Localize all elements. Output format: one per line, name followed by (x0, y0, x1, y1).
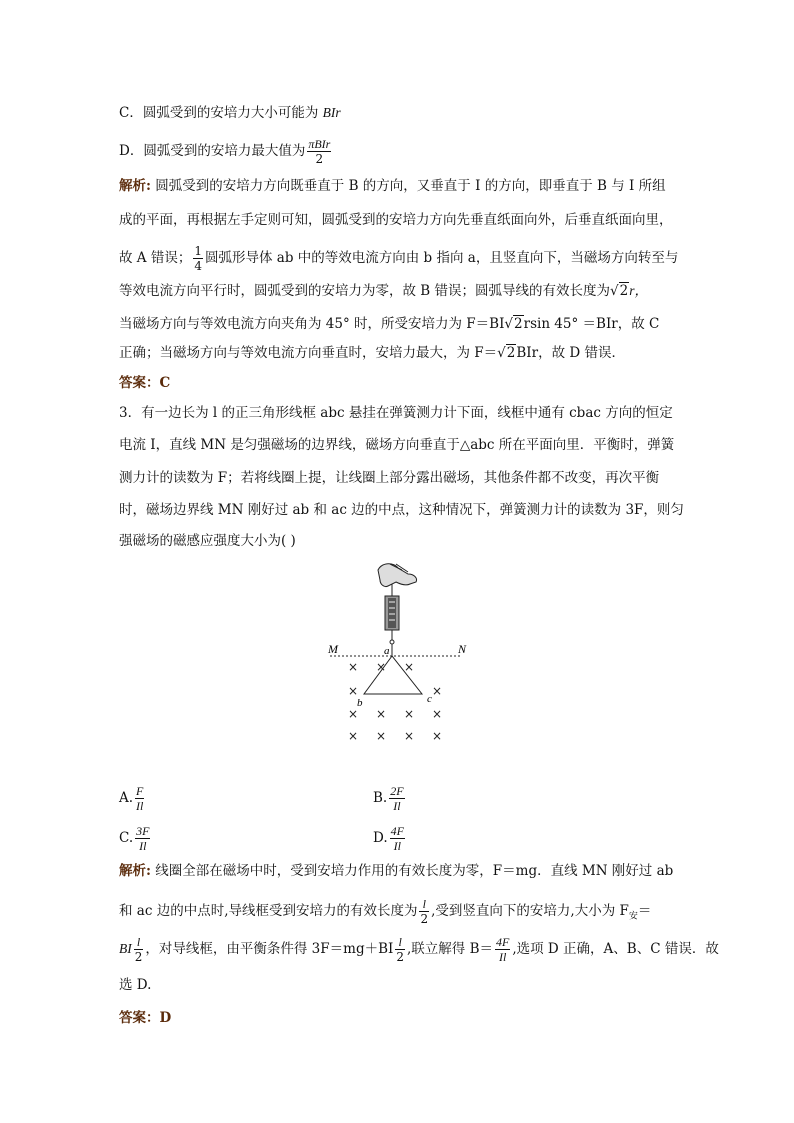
option-c-expr: BIr (322, 105, 341, 120)
q3-line2: 电流 I，直线 MN 是匀强磁场的边界线，磁场方向垂直于△abc 所在平面向里．平衡时，弹簧 (119, 437, 675, 453)
svg-text:×: × (348, 729, 359, 743)
label-a: a (384, 645, 390, 657)
q3-line5: 强磁场的磁感应强度大小为( ) (119, 533, 296, 549)
choice-b[interactable]: B. $\frac{2F}{Il}$ (373, 784, 404, 813)
label-m: M (328, 642, 338, 656)
choice-a[interactable]: A. $\frac{F}{Il}$ (119, 784, 144, 813)
q3-line3: 测力计的读数为 F；若将线圈上提，让线圈上部分露出磁场，其他条件都不改变，再次平衡 (119, 470, 660, 486)
answer1: 答案：C (119, 375, 171, 391)
option-c-text: C．圆弧受到的安培力大小可能为 (119, 105, 323, 121)
svg-text:×: × (404, 660, 415, 674)
sqrt-symbol: √2 (504, 316, 523, 332)
svg-text:×: × (432, 707, 443, 721)
analysis2-line3: BI $\frac{l}{2}$ ，对导线框，由平衡条件得 3F＝mg＋BI $\frac{l}{2}$ ,联立解得 B＝ $\frac{4F}{Il}$ ,选项 D 正确，A、B、C 错误．故 (119, 935, 719, 964)
option-c (119, 103, 341, 123)
svg-text:×: × (376, 707, 387, 721)
sqrt-symbol: √2 (610, 283, 629, 299)
analysis2-line1: 解析: 线圈全部在磁场中时，受到安培力作用的有效长度为零，F＝mg．直线 MN 刚好过 ab (119, 863, 674, 879)
analysis-label: 解析: (119, 178, 151, 194)
analysis2-line4: 选 D. (119, 977, 152, 993)
analysis1-line5: 当磁场方向与等效电流方向夹角为 45° 时，所受安培力为 F＝BI√2rsin 45° ＝BIr，故 C (119, 316, 660, 332)
svg-text:×: × (376, 660, 387, 674)
q3-line1: 3．有一边长为 l 的正三角形线框 abc 悬挂在弹簧测力计下面，线框中通有 cbac 方向的恒定 (119, 405, 673, 421)
analysis-label: 解析: (119, 863, 151, 879)
svg-text:×: × (404, 729, 415, 743)
analysis1-line3: 故 A 错误； $\frac{1}{4}$ 圆弧形导体 ab 中的等效电流方向由 b 指向 a，且竖直向下，当磁场方向转至与 (119, 244, 679, 273)
choice-c[interactable]: C. $\frac{3F}{Il}$ (119, 824, 150, 853)
svg-text:×: × (348, 684, 359, 698)
answer2: 答案：D (119, 1010, 172, 1026)
analysis1-line2: 成的平面，再根据左手定则可知，圆弧受到的安培力方向先垂直纸面向外，后垂直纸面向里， (119, 212, 673, 228)
physics-figure (328, 560, 467, 745)
label-c: c (427, 693, 432, 705)
choice-d[interactable]: D. $\frac{4F}{Il}$ (373, 824, 404, 853)
svg-text:×: × (376, 729, 387, 743)
option-d-text: D．圆弧受到的安培力最大值为 (119, 143, 306, 159)
analysis1-line4: 等效电流方向平行时，圆弧受到的安培力为零，故 B 错误；圆弧导线的有效长度为√2r， (119, 283, 648, 299)
analysis2-line2: 和 ac 边的中点时,导线框受到安培力的有效长度为 $\frac{l}{2}$ ,受到竖直向下的安培力,大小为 $F_安=$ (119, 897, 652, 926)
quarter-fraction: $\frac{1}{4}$ (194, 244, 202, 273)
analysis1-line1: 解析: 圆弧受到的安培力方向既垂直于 B 的方向，又垂直于 I 的方向，即垂直于 B 与 I 所组 (119, 178, 666, 194)
svg-text:×: × (348, 660, 359, 674)
svg-text:×: × (432, 684, 443, 698)
hand-icon (378, 564, 417, 587)
svg-text:×: × (348, 707, 359, 721)
label-b: b (357, 697, 363, 709)
analysis1-line6: 正确；当磁场方向与等效电流方向垂直时，安培力最大，为 F＝√2BIr，故 D 错误． (119, 345, 625, 361)
spring-balance-icon (385, 584, 399, 644)
svg-text:×: × (404, 707, 415, 721)
option-d-fraction: $\frac{\text{πBIr}}{2}$ (308, 137, 331, 166)
sqrt-symbol: √2 (497, 345, 516, 361)
q3-line4: 时，磁场边界线 MN 刚好过 ab 和 ac 边的中点，这种情况下，弹簧测力计的读数为 3F，则匀 (119, 502, 684, 518)
label-n: N (458, 642, 467, 656)
svg-text:×: × (432, 729, 443, 743)
option-d (119, 138, 333, 165)
